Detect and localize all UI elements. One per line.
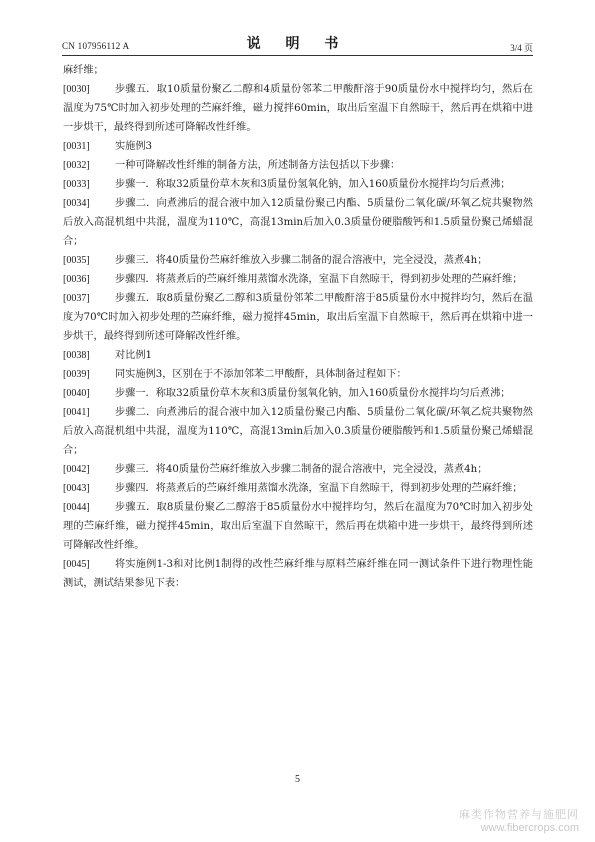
page-number: 5 [295, 774, 300, 785]
paragraph-number: [0039] [63, 369, 90, 380]
paragraph [63, 460, 533, 479]
paragraph-text: 步骤四．将蒸煮后的苎麻纤维用蒸馏水洗涤，室温下自然晾干，得到初步处理的苎麻纤维； [115, 483, 523, 494]
paragraph [63, 156, 533, 175]
paragraph-text: 同实施例3，区别在于不添加邻苯二甲酸酐，具体制备过程如下： [115, 369, 407, 380]
paragraph-text: 麻纤维； [63, 65, 104, 76]
paragraph-number: [0041] [63, 407, 90, 418]
paragraph-text: 步骤四．将蒸煮后的苎麻纤维用蒸馏水洗涤，室温下自然晾干，得到初步处理的苎麻纤维； [115, 274, 523, 285]
paragraph-text: 步骤五．取8质量份聚乙二醇和3质量份邻苯二甲酸酐溶于85质量份水中搅拌均匀，然后在温度为70℃时加入初步处理的苎麻纤维，磁力搅拌45min，取出后室温下自然晾干，然后再在烘箱中进一步烘干，最终得到所述可降解改性纤维。 [63, 293, 533, 342]
paragraph-number: [0034] [63, 198, 90, 209]
paragraph-number: [0040] [63, 388, 90, 399]
paragraph [63, 479, 533, 498]
watermark [459, 806, 579, 834]
paragraph [63, 194, 533, 251]
paragraph-number: [0031] [63, 141, 90, 152]
paragraph-number: [0043] [63, 483, 90, 494]
paragraph-text: 步骤二．向煮沸后的混合液中加入12质量份聚己内酯、5质量份二氧化碳/环氧乙烷共聚物然后放入高混机组中共混，温度为110℃，高混13min后加入0.3质量份硬脂酸钙和1.5质量份聚己烯蜡混合； [63, 407, 533, 456]
paragraph-text: 实施例3 [115, 141, 153, 152]
paragraph-number: [0032] [63, 160, 90, 171]
paragraph-text: 步骤一．称取32质量份草木灰和3质量份氢氧化钠，加入160质量份水搅拌均匀后煮沸； [115, 388, 511, 399]
paragraph-number: [0035] [63, 255, 90, 266]
paragraph [63, 346, 533, 365]
paragraph-text: 步骤五．取10质量份聚乙二醇和4质量份邻苯二甲酸酐溶于90质量份水中搅拌均匀，然后在温度为75℃时加入初步处理的苎麻纤维，磁力搅拌60min，取出后室温下自然晾干，然后再在烘箱中进一步烘干，最终得到所述可降解改性纤维。 [63, 84, 533, 133]
page-title: 说 明 书 [246, 36, 349, 52]
watermark-url: www.fibercrops.com [480, 822, 579, 834]
document-number: CN 107956112 A [62, 41, 130, 51]
paragraph-number: [0045] [63, 559, 90, 570]
paragraph [63, 384, 533, 403]
paragraph-number: [0042] [63, 464, 90, 475]
paragraph-text: 步骤二．向煮沸后的混合液中加入12质量份聚己内酯、5质量份二氧化碳/环氧乙烷共聚物然后放入高混机组中共混，温度为110℃，高混13min后加入0.3质量份硬脂酸钙和1.5质量份聚己烯蜡混合； [63, 198, 533, 247]
paragraph-text: 步骤一．称取32质量份草木灰和3质量份氢氧化钠，加入160质量份水搅拌均匀后煮沸； [115, 179, 511, 190]
document-body [63, 61, 533, 593]
header-divider [62, 55, 533, 56]
paragraph-text: 一种可降解改性纤维的制备方法，所述制备方法包括以下步骤： [115, 160, 401, 171]
paragraph-number: [0037] [63, 293, 90, 304]
watermark-site-name: 麻类作物营养与施肥网 [459, 808, 579, 821]
paragraph-text: 步骤三．将40质量份苎麻纤维放入步骤二制备的混合溶液中，完全浸没，蒸煮4h； [115, 255, 488, 266]
paragraph-number: [0038] [63, 350, 90, 361]
paragraph [63, 175, 533, 194]
paragraph-text: 步骤三．将40质量份苎麻纤维放入步骤二制备的混合溶液中，完全浸没，蒸煮4h； [115, 464, 488, 475]
paragraph-text: 将实施例1-3和对比例1制得的改性苎麻纤维与原料苎麻纤维在同一测试条件下进行物理性能测试，测试结果参见下表： [63, 559, 533, 589]
paragraph-number: [0033] [63, 179, 90, 190]
paragraph-number: [0030] [63, 84, 90, 95]
paragraph [63, 555, 533, 593]
paragraph [63, 365, 533, 384]
paragraph-number: [0044] [63, 502, 90, 513]
paragraph [63, 251, 533, 270]
paragraph [63, 403, 533, 460]
page-info: 3/4 页 [510, 43, 533, 53]
paragraph-text: 步骤五．取8质量份聚乙二醇溶于85质量份水中搅拌均匀，然后在温度为70℃时加入初步处理的苎麻纤维，磁力搅拌45min，取出后室温下自然晾干，然后再在烘箱中进一步烘干，最终得到所述可降解改性纤维。 [63, 502, 533, 551]
paragraph [63, 61, 533, 80]
paragraph-text: 对比例1 [115, 350, 153, 361]
page-header [62, 30, 533, 52]
paragraph [63, 270, 533, 289]
paragraph [63, 137, 533, 156]
paragraph [63, 498, 533, 555]
paragraph-number: [0036] [63, 274, 90, 285]
paragraph [63, 80, 533, 137]
paragraph [63, 289, 533, 346]
